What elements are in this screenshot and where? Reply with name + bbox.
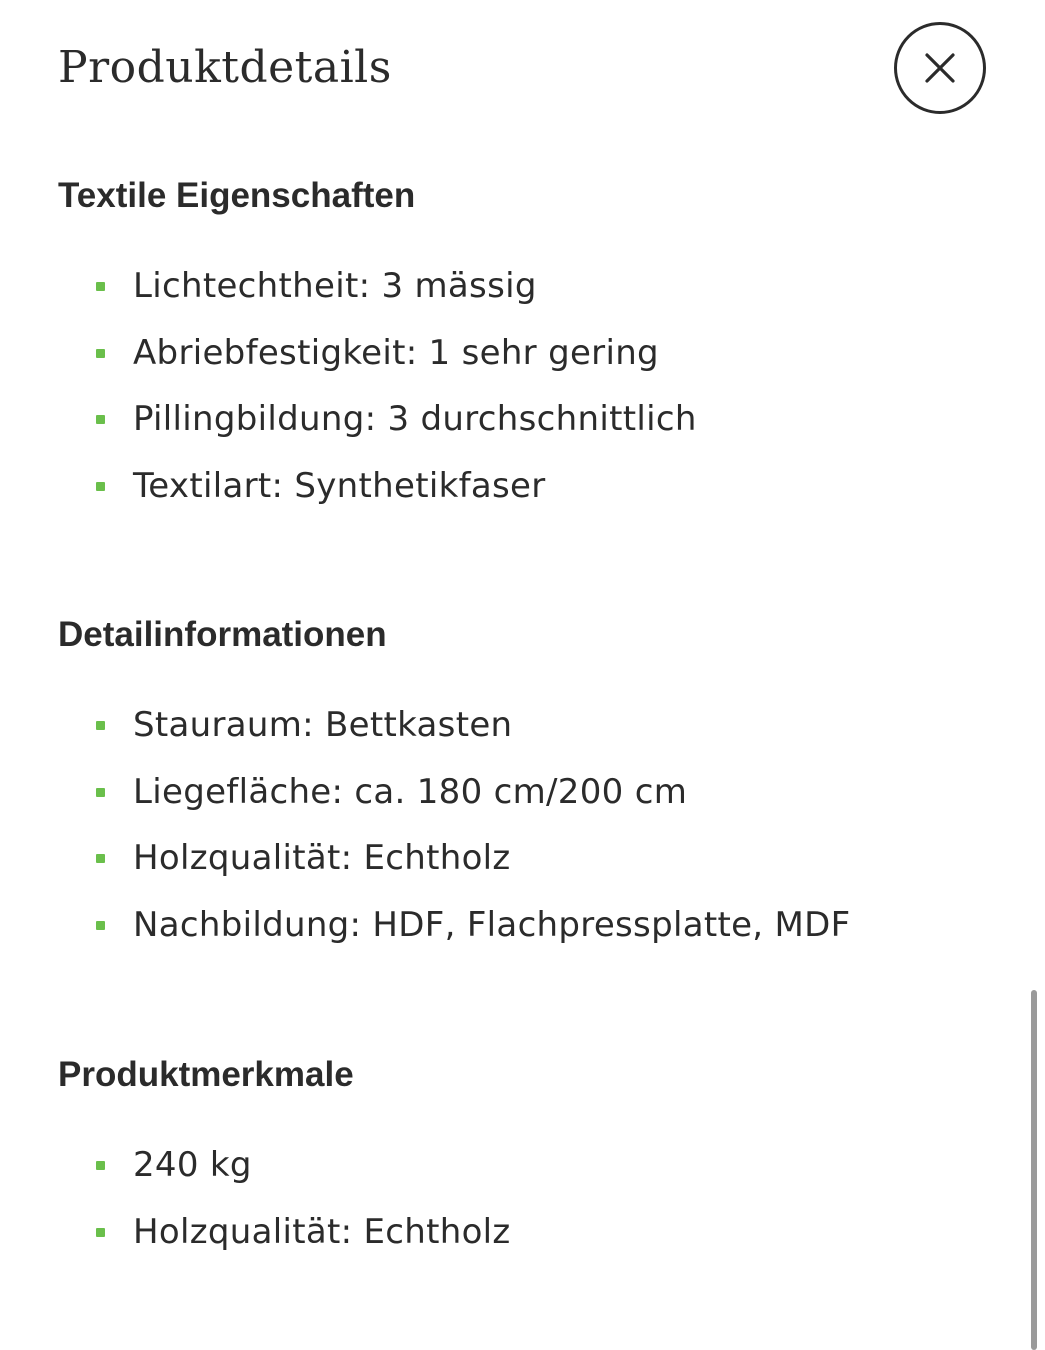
property-list: [58, 266, 998, 532]
list-item: [58, 705, 998, 772]
list-item: [58, 838, 998, 905]
page-title: Produktdetails: [58, 42, 392, 93]
list-item: [58, 266, 998, 333]
list-item: [58, 772, 998, 839]
list-item-text: Holzqualität: Echtholz: [133, 1211, 511, 1252]
bullet-icon: [96, 1161, 105, 1170]
bullet-icon: [96, 788, 105, 797]
list-item-text: Abriebfestigkeit: 1 sehr gering: [133, 332, 659, 373]
property-list: [58, 705, 998, 971]
section-heading: Detailinformationen: [58, 615, 387, 654]
scrollbar-thumb[interactable]: [1031, 990, 1037, 1350]
list-item: [58, 1212, 998, 1279]
modal-header: [0, 0, 1045, 140]
scrollbar[interactable]: [1031, 0, 1037, 1350]
list-item-text: Lichtechtheit: 3 mässig: [133, 266, 537, 306]
section-textile-eigenschaften: [58, 174, 998, 532]
bullet-icon: [96, 921, 105, 930]
list-item: [58, 333, 998, 400]
bullet-icon: [96, 415, 105, 424]
list-item-text: Holzqualität: Echtholz: [133, 838, 511, 878]
section-heading: Produktmerkmale: [58, 1055, 354, 1094]
list-item-text: Nachbildung: HDF, Flachpressplatte, MDF: [133, 904, 851, 945]
bullet-icon: [96, 282, 105, 291]
list-item: [58, 905, 998, 972]
list-item-text: Pillingbildung: 3 durchschnittlich: [133, 399, 697, 439]
bullet-icon: [96, 482, 105, 491]
list-item: [58, 466, 998, 533]
section-produktmerkmale: [58, 1053, 998, 1278]
list-item: [58, 1145, 998, 1212]
section-heading: Textile Eigenschaften: [58, 176, 416, 215]
property-list: [58, 1145, 998, 1278]
bullet-icon: [96, 721, 105, 730]
bullet-icon: [96, 349, 105, 358]
close-button[interactable]: [894, 22, 986, 114]
close-icon: [923, 51, 957, 85]
list-item: [58, 399, 998, 466]
list-item-text: Liegefläche: ca. 180 cm/200 cm: [133, 771, 688, 812]
bullet-icon: [96, 854, 105, 863]
list-item-text: Textilart: Synthetikfaser: [133, 465, 546, 506]
list-item-text: Stauraum: Bettkasten: [133, 705, 513, 745]
section-detailinformationen: [58, 613, 998, 971]
bullet-icon: [96, 1228, 105, 1237]
list-item-text: 240 kg: [133, 1145, 252, 1185]
